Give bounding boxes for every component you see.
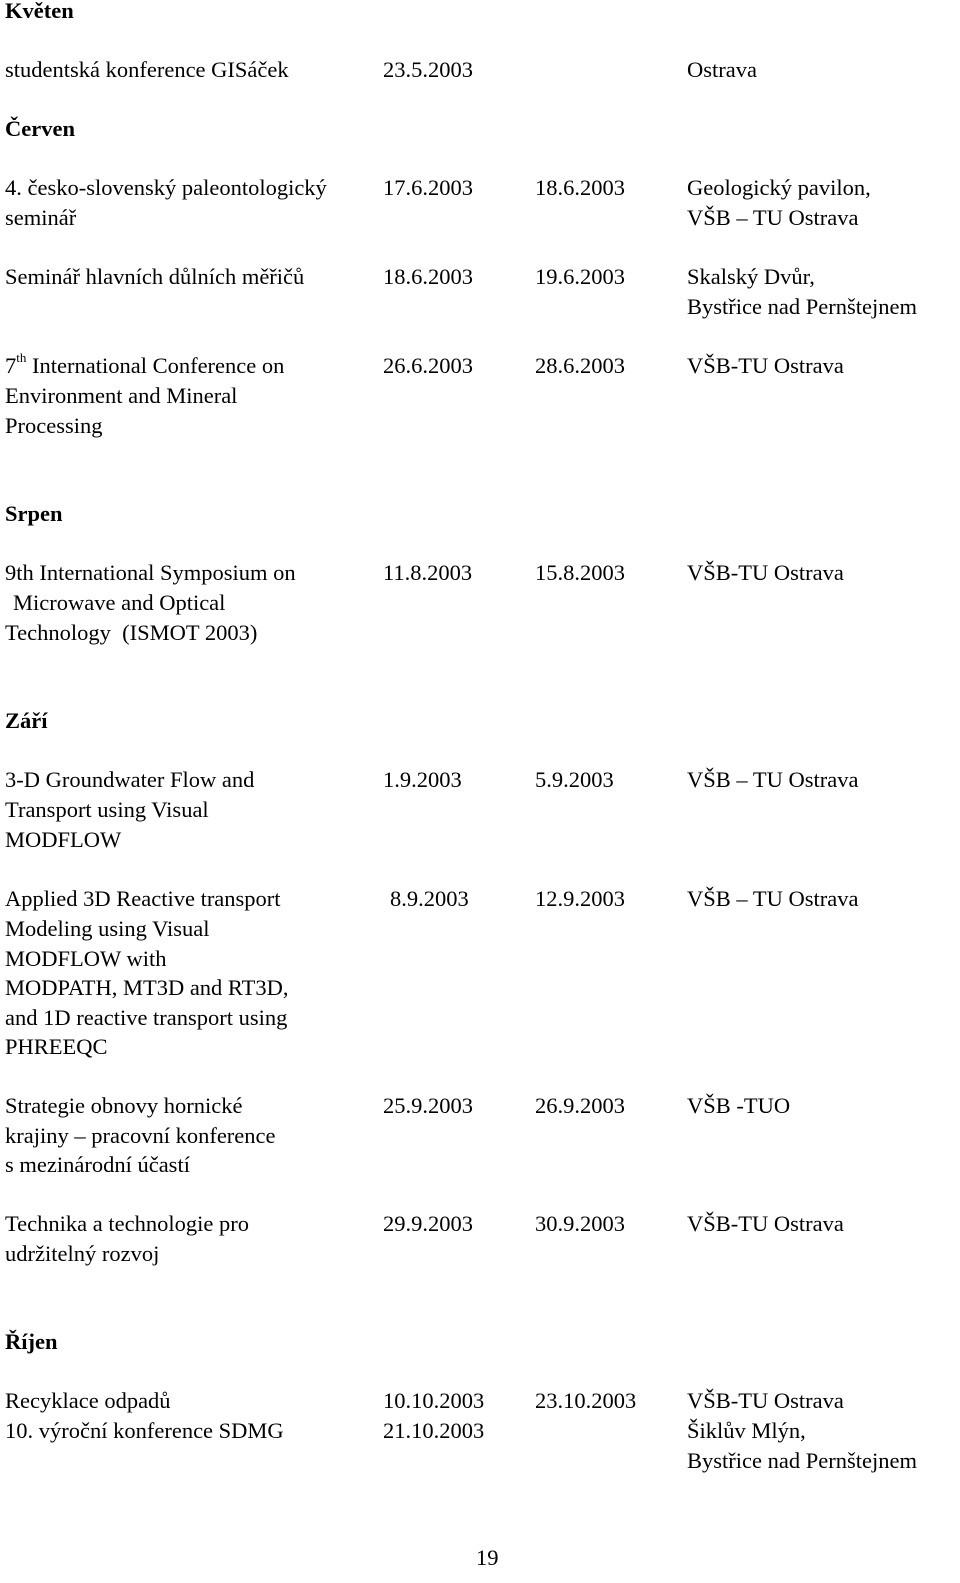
event-name: Microwave and Optical bbox=[13, 590, 226, 615]
event-name: seminář bbox=[5, 205, 77, 230]
event-end-date: 26.9.2003 bbox=[535, 1093, 625, 1118]
event-name: MODPATH, MT3D and RT3D, bbox=[5, 975, 289, 1000]
month-heading: Červen bbox=[5, 116, 75, 141]
event-end-date: 30.9.2003 bbox=[535, 1211, 625, 1236]
event-name: studentská konference GISáček bbox=[5, 57, 289, 82]
event-name: 4. česko-slovenský paleontologický bbox=[5, 175, 327, 200]
event-place: VŠB-TU Ostrava bbox=[687, 560, 844, 585]
event-name: 7th International Conference on bbox=[5, 349, 285, 378]
event-name: 3-D Groundwater Flow and bbox=[5, 767, 255, 792]
event-place: VŠB – TU Ostrava bbox=[687, 767, 859, 792]
event-name: Transport using Visual bbox=[5, 797, 209, 822]
event-name: krajiny – pracovní konference bbox=[5, 1123, 276, 1148]
event-start-date: 23.5.2003 bbox=[383, 57, 473, 82]
event-place: VŠB – TU Ostrava bbox=[687, 886, 859, 911]
event-start-date: 29.9.2003 bbox=[383, 1211, 473, 1236]
event-end-date: 23.10.2003 bbox=[535, 1388, 637, 1413]
event-name: Environment and Mineral bbox=[5, 383, 238, 408]
event-start-date: 8.9.2003 bbox=[390, 886, 469, 911]
event-name: MODFLOW bbox=[5, 827, 122, 852]
event-start-date: 10.10.2003 bbox=[383, 1388, 485, 1413]
event-name: Processing bbox=[5, 413, 103, 438]
event-place: VŠB – TU Ostrava bbox=[687, 205, 859, 230]
event-start-date: 1.9.2003 bbox=[383, 767, 462, 792]
event-name: 9th International Symposium on bbox=[5, 560, 296, 585]
event-name: Seminář hlavních důlních měřičů bbox=[5, 264, 305, 289]
month-heading: Květen bbox=[5, 0, 74, 23]
event-place: Šiklův Mlýn, bbox=[687, 1418, 806, 1443]
event-place: Skalský Dvůr, bbox=[687, 264, 815, 289]
event-start-date: 11.8.2003 bbox=[383, 560, 473, 585]
event-name: Modeling using Visual bbox=[5, 916, 210, 941]
event-name: Recyklace odpadů bbox=[5, 1388, 171, 1413]
event-place: VŠB-TU Ostrava bbox=[687, 1211, 844, 1236]
event-name: s mezinárodní účastí bbox=[5, 1152, 190, 1177]
event-place: VŠB-TU Ostrava bbox=[687, 353, 844, 378]
event-end-date: 5.9.2003 bbox=[535, 767, 614, 792]
month-heading: Srpen bbox=[5, 501, 63, 526]
month-heading: Říjen bbox=[5, 1329, 58, 1354]
event-end-date: 18.6.2003 bbox=[535, 175, 625, 200]
event-name: Technika a technologie pro bbox=[5, 1211, 249, 1236]
event-start-date: 18.6.2003 bbox=[383, 264, 473, 289]
month-heading: Září bbox=[5, 708, 48, 733]
event-place: Geologický pavilon, bbox=[687, 175, 871, 200]
event-name: and 1D reactive transport using bbox=[5, 1005, 288, 1030]
event-name: MODFLOW with bbox=[5, 946, 167, 971]
event-start-date: 17.6.2003 bbox=[383, 175, 473, 200]
event-name: udržitelný rozvoj bbox=[5, 1241, 160, 1266]
event-name: Technology (ISMOT 2003) bbox=[5, 620, 258, 645]
event-start-date: 26.6.2003 bbox=[383, 353, 473, 378]
event-end-date: 28.6.2003 bbox=[535, 353, 625, 378]
event-name: PHREEQC bbox=[5, 1034, 108, 1059]
event-name: 10. výroční konference SDMG bbox=[5, 1418, 284, 1443]
event-place: Bystřice nad Pernštejnem bbox=[687, 294, 917, 319]
event-place: VŠB-TU Ostrava bbox=[687, 1388, 844, 1413]
event-place: Ostrava bbox=[687, 57, 757, 82]
event-place: Bystřice nad Pernštejnem bbox=[687, 1448, 917, 1473]
event-name: Applied 3D Reactive transport bbox=[5, 886, 281, 911]
event-start-date: 25.9.2003 bbox=[383, 1093, 473, 1118]
event-end-date: 15.8.2003 bbox=[535, 560, 625, 585]
event-name: Strategie obnovy hornické bbox=[5, 1093, 243, 1118]
page-number: 19 bbox=[476, 1545, 499, 1570]
event-start-date: 21.10.2003 bbox=[383, 1418, 485, 1443]
event-place: VŠB -TUO bbox=[687, 1093, 791, 1118]
event-end-date: 12.9.2003 bbox=[535, 886, 625, 911]
event-end-date: 19.6.2003 bbox=[535, 264, 625, 289]
